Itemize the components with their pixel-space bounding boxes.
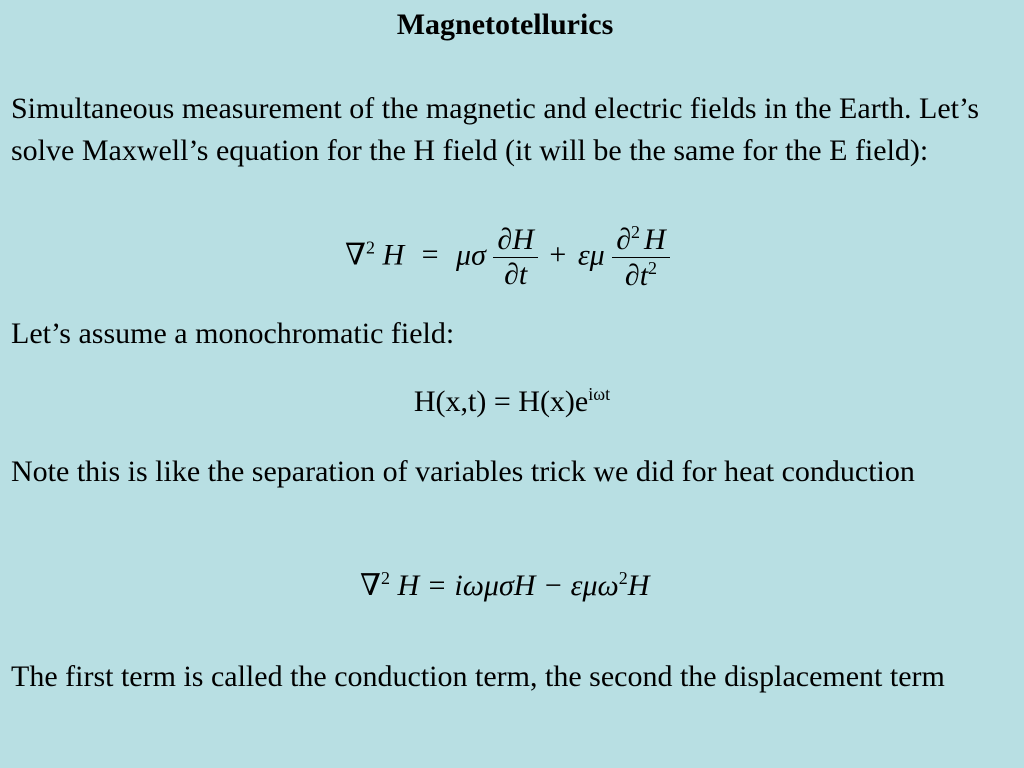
term2-fraction [612,222,670,293]
intro-paragraph: Simultaneous measurement of the magnetic and electric fields in the Earth. Let’s solve Maxwell’s equation for the H field (it will be the same for the E field): [11,92,980,167]
note-paragraph: Note this is like the separation of variables trick we did for heat conduction [11,455,915,488]
slide-title: Magnetotellurics [396,8,614,41]
monochromatic-equation [0,384,1024,419]
assume-paragraph: Let’s assume a monochromatic field: [11,317,455,350]
wave-equation [360,568,649,603]
term2-numerator-variable: H [644,223,666,256]
nabla-exponent-2: 2 [380,568,390,588]
term2-numerator [612,222,670,257]
term2-numerator-partial: ∂ [616,223,632,256]
omega-exponent: 2 [618,568,628,588]
wave-equation-rhs: H = iωμσH − εμω [397,569,619,602]
term2-coefficient: εμ [577,238,605,272]
plus-sign: + [549,238,567,272]
conclusion-paragraph: The first term is called the conduction term, the second the displacement term [11,660,945,693]
term2-numerator-exponent: 2 [631,222,641,242]
lhs-variable: H [382,238,405,272]
wave-equation-final-variable: H [627,569,650,602]
equals-sign: = [421,238,439,272]
term1-denominator: ∂t [493,257,538,292]
term2-denominator [612,257,670,293]
monochromatic-exponent: iωt [588,384,611,404]
term2-denominator-variable: ∂t [624,259,649,292]
term2-denominator-exponent: 2 [648,258,658,278]
nabla-exponent: 2 [365,237,375,258]
term1-coefficient: μσ [456,238,486,272]
monochromatic-main: H(x,t) = H(x)e [413,385,589,418]
nabla-symbol-2: ∇ [360,569,381,602]
term1-fraction [493,223,538,292]
term1-numerator: ∂H [497,223,534,256]
nabla-symbol: ∇ [345,238,366,272]
maxwell-equation [345,222,670,293]
